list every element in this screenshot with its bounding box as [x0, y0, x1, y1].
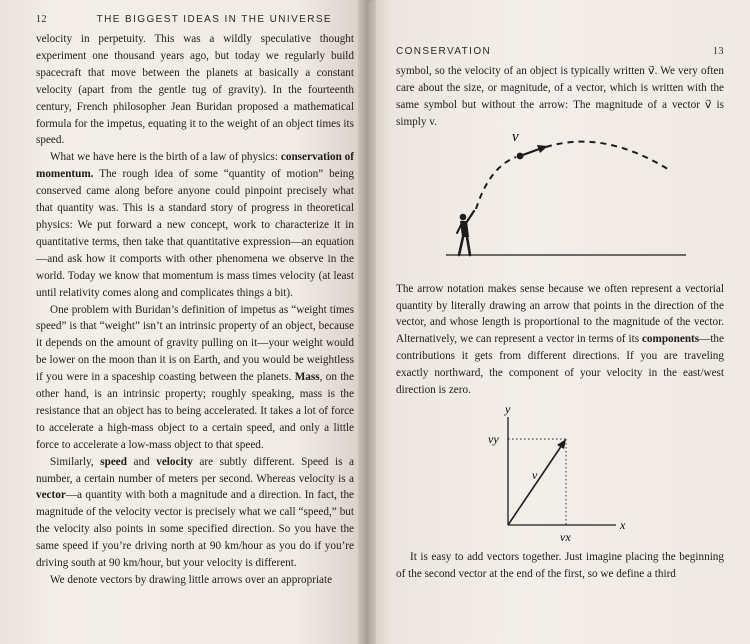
left-p3-text-2: , on the other hand, is an intrinsic property; roughly speaking, mass is the resistance that an object has to being accelerated. It takes a lot of force to accelerate a high-mass object to a certain speed, and only a little force to accelerate a low-mass object to that speed. [36, 371, 354, 451]
right-paragraph-2 [396, 281, 724, 399]
left-page-number: 12 [36, 14, 47, 25]
right-paragraph-1 [396, 63, 724, 131]
left-p4-text-3: are subtly different. Speed is a number, a certain number of meters per second. Whereas velocity is a [36, 455, 354, 485]
figure-vector-components [396, 399, 724, 549]
left-p1-text: velocity in perpetuity. This was a wildly speculative thought experiment one thousand years ago, but today we regularly build spacecraft that move between the planets at basically a constant velocity (apart from the gentle tug of gravity). In the fourteenth century, French philosopher Jean Buridan proposed a mathematical formula for the impetus, equating it to the weight of an object times its speed. [36, 33, 354, 147]
right-p1-text: symbol, so the velocity of an object is typically written v⃗. We very often care about the size, or magnitude, of a vector, which is written with the same symbol but without the arrow: The magnitude of a vector v⃗ is simply v. [396, 65, 724, 128]
thrown-ball-illustration [396, 131, 724, 281]
x-axis-label: x [620, 517, 626, 532]
velocity-label: v⃗ [512, 130, 531, 145]
term-components: components [641, 333, 700, 346]
left-paragraph-3 [36, 302, 354, 454]
left-paragraph-4 [36, 454, 354, 572]
right-page-number: 13 [713, 46, 724, 57]
left-p5-text: We denote vectors by drawing little arrows over an appropriate [50, 574, 333, 586]
trajectory-falling [546, 141, 671, 170]
y-axis-label: y [505, 401, 511, 416]
left-p4-text-1: Similarly, [50, 455, 101, 468]
term-conservation-of-momentum: conservation of momentum. [36, 151, 354, 181]
vector-shaft [508, 445, 562, 525]
vector-label: v⃗ [532, 467, 547, 482]
vector-components-diagram [396, 399, 724, 549]
term-vector: vector [36, 489, 66, 502]
right-p3-text: It is easy to add vectors together. Just imagine placing the beginning of the second vector at the end of the first, so we define a third [396, 550, 724, 580]
right-paragraph-3 [396, 549, 724, 583]
left-p2-text-1: What we have here is the birth of a law of physics: [50, 151, 281, 164]
right-p2-text-2: —the contributions it gets from different directions. If you are traveling exactly northward, the component of your velocity in the east/west direction is zero. [396, 333, 724, 397]
right-running-head [396, 46, 724, 57]
left-p2-text-2: The rough idea of some “quantity of motion” being conserved came along before anyone could pinpoint precisely what that quantity was. This is a standard story of progress in theoretical physics: We put forward a new concept, work to characterize it in quantitative terms, then take that quantitative expression—an equation—and ask how it comports with other phenomena we observe in the world. Today we know that momentum is mass times velocity (at least until relativity comes along and complicates things a bit). [36, 168, 354, 299]
term-speed: speed [100, 455, 127, 468]
left-paragraph-5 [36, 572, 354, 589]
left-paragraph-2 [36, 149, 354, 301]
right-page [368, 0, 750, 644]
vx-label: vx [560, 529, 571, 544]
figure-thrown-ball [396, 131, 724, 281]
right-p2-text-1: The arrow notation makes sense because we often represent a vectorial quantity by literally drawing an arrow that points in the direction of the vector, and whose length is proportional to the magnitude of the vector. Alternatively, we can represent a vector in terms of its [396, 282, 724, 346]
vector-arrowhead [557, 439, 566, 449]
right-chapter-title: CONSERVATION [396, 46, 492, 57]
left-book-title: THE BIGGEST IDEAS IN THE UNIVERSE [96, 14, 332, 25]
velocity-arrowhead [537, 145, 548, 153]
term-velocity: velocity [156, 455, 193, 468]
vy-label: vy [488, 431, 499, 446]
left-p3-text-1: One problem with Buridan’s definition of impetus as “weight times speed” is that “weight” isn’t an intrinsic property of an object, because it depends on the amount of gravity pulling on it—your weight would be lower on the moon than it is on Earth, and you would be weightless if you were in a spaceship coasting between the planets. [36, 303, 354, 384]
left-page [0, 0, 372, 644]
left-paragraph-1 [36, 31, 354, 149]
thrower-figure [457, 211, 474, 255]
trajectory-rising [476, 157, 516, 209]
left-p4-text-4: —a quantity with both a magnitude and a direction. In fact, the magnitude of the velocity vector is precisely what we call “speed,” but the velocity also points in some specified direction. So you have the same speed if you’re driving north at 90 km/hour as you do if you’re driving south at 90 km/hour, but your velocity is different. [36, 489, 354, 570]
term-mass: Mass [294, 371, 320, 384]
left-p4-text-2: and [126, 455, 157, 468]
book-gutter [358, 0, 376, 644]
left-running-head [36, 14, 354, 25]
